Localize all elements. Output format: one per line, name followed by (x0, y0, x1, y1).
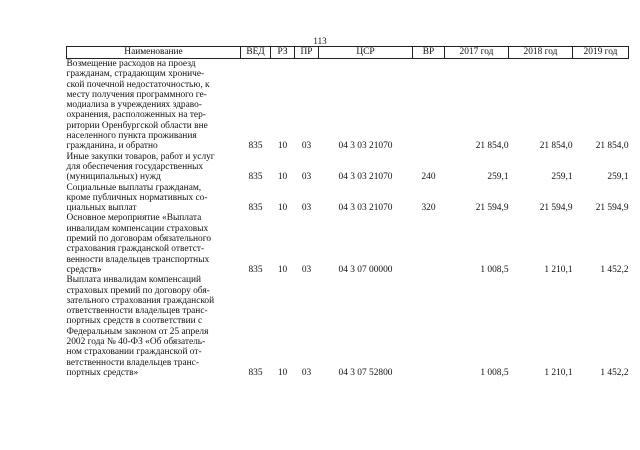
pr-cell: 03 (301, 141, 312, 152)
header-2019: 2019 год (573, 47, 629, 59)
budget-table (66, 46, 629, 378)
row-name-line: населенного пункта проживания (66, 131, 197, 142)
amount-2017: 21 854,0 (475, 141, 509, 152)
row-name-line: зательного страхования гражданской (66, 295, 215, 306)
row-name-line: портных средств в соответствии с (66, 316, 203, 327)
table-row (67, 152, 629, 183)
rz-cell: 10 (277, 203, 288, 214)
row-name-line: ветственности владельцев транс- (66, 357, 199, 368)
row-name-line: Федеральным законом от 25 апреля (66, 326, 209, 337)
row-name-line: 2002 года № 40-ФЗ «Об обязатель- (66, 337, 206, 348)
ved-cell: 835 (248, 141, 263, 152)
row-name (67, 213, 241, 275)
page-number: 113 (313, 36, 327, 46)
header-2018: 2018 год (509, 47, 573, 59)
row-name-line: (муниципальных) нужд (66, 172, 161, 183)
table-row (67, 183, 629, 214)
row-name-line: средств» (66, 264, 102, 275)
pr-cell: 03 (301, 172, 312, 183)
row-name-line: Основное мероприятие «Выплата (66, 213, 202, 224)
row-name-line: кроме публичных нормативных со- (66, 192, 208, 203)
pr-cell: 03 (301, 367, 312, 378)
amount-2019: 259,1 (607, 172, 629, 183)
amount-2019: 21 594,9 (595, 203, 629, 214)
row-name-line: ритории Оренбургской области вне (66, 120, 208, 131)
ved-cell: 835 (248, 367, 263, 378)
row-name-line: страховых премий по договору обя- (66, 285, 210, 296)
row-name (67, 275, 241, 378)
row-name-line: венности владельцев транспортных (66, 254, 210, 265)
row-name (67, 59, 241, 152)
header-ved: ВЕД (241, 47, 271, 59)
amount-2017: 259,1 (487, 172, 509, 183)
vr-cell (413, 213, 445, 275)
header-csr: ЦСР (319, 47, 413, 59)
row-name-line: страхования гражданской ответст- (66, 244, 205, 255)
header-pr: ПР (295, 47, 319, 59)
row-name-line: премий по договорам обязательного (66, 234, 212, 245)
header-name: Наименование (67, 47, 241, 59)
table-row (67, 213, 629, 275)
amount-2018: 21 854,0 (539, 141, 573, 152)
row-name-line: охранения, расположенных на тер- (66, 110, 206, 121)
vr-cell (413, 59, 445, 152)
table-row (67, 275, 629, 378)
csr-cell: 04 3 03 21070 (338, 141, 393, 152)
row-name-line: инвалидам компенсации страховых (66, 223, 209, 234)
row-name-line: месту получения программного ге- (66, 89, 207, 100)
table-body (67, 59, 629, 379)
row-name-line: для обеспечения государственных (66, 161, 204, 172)
amount-2017: 1 008,5 (480, 264, 509, 275)
ved-cell: 835 (248, 203, 263, 214)
amount-2019: 21 854,0 (595, 141, 629, 152)
amount-2019: 1 452,2 (600, 367, 629, 378)
csr-cell: 04 3 03 21070 (338, 203, 393, 214)
rz-cell: 10 (277, 172, 288, 183)
row-name-line: Выплата инвалидам компенсаций (66, 275, 202, 286)
header-row (67, 47, 629, 59)
amount-2018: 1 210,1 (544, 367, 573, 378)
vr-cell (413, 275, 445, 378)
row-name-line: Иные закупки товаров, работ и услуг (66, 151, 215, 162)
pr-cell: 03 (301, 203, 312, 214)
row-name-line: гражданина, и обратно (66, 141, 158, 152)
row-name-line: модиализа в учреждениях здраво- (66, 100, 202, 111)
vr-cell: 320 (421, 203, 436, 214)
pr-cell: 03 (301, 264, 312, 275)
amount-2017: 21 594,9 (475, 203, 509, 214)
row-name-line: гражданам, страдающим хрониче- (66, 69, 205, 80)
row-name-line: ответственности владельцев транс- (66, 306, 208, 317)
ved-cell: 835 (248, 172, 263, 183)
vr-cell: 240 (421, 172, 436, 183)
header-2017: 2017 год (445, 47, 509, 59)
csr-cell: 04 3 03 21070 (338, 172, 393, 183)
amount-2019: 1 452,2 (600, 264, 629, 275)
header-rz: РЗ (271, 47, 295, 59)
ved-cell: 835 (248, 264, 263, 275)
header-vr: ВР (413, 47, 445, 59)
rz-cell: 10 (277, 264, 288, 275)
amount-2017: 1 008,5 (480, 367, 509, 378)
amount-2018: 259,1 (551, 172, 573, 183)
row-name-line: циальных выплат (66, 203, 137, 214)
csr-cell: 04 3 07 00000 (338, 264, 393, 275)
row-name (67, 183, 241, 214)
row-name-line: Социальные выплаты гражданам, (66, 182, 202, 193)
rz-cell: 10 (277, 367, 288, 378)
csr-cell: 04 3 07 52800 (338, 367, 393, 378)
row-name-line: ном страховании гражданской от- (66, 347, 202, 358)
amount-2018: 21 594,9 (539, 203, 573, 214)
table-row (67, 59, 629, 152)
row-name-line: ской почечной недостаточностью, к (66, 79, 210, 90)
amount-2018: 1 210,1 (544, 264, 573, 275)
rz-cell: 10 (277, 141, 288, 152)
row-name-line: Возмещение расходов на проезд (66, 59, 196, 69)
row-name-line: портных средств» (66, 367, 139, 378)
row-name (67, 152, 241, 183)
